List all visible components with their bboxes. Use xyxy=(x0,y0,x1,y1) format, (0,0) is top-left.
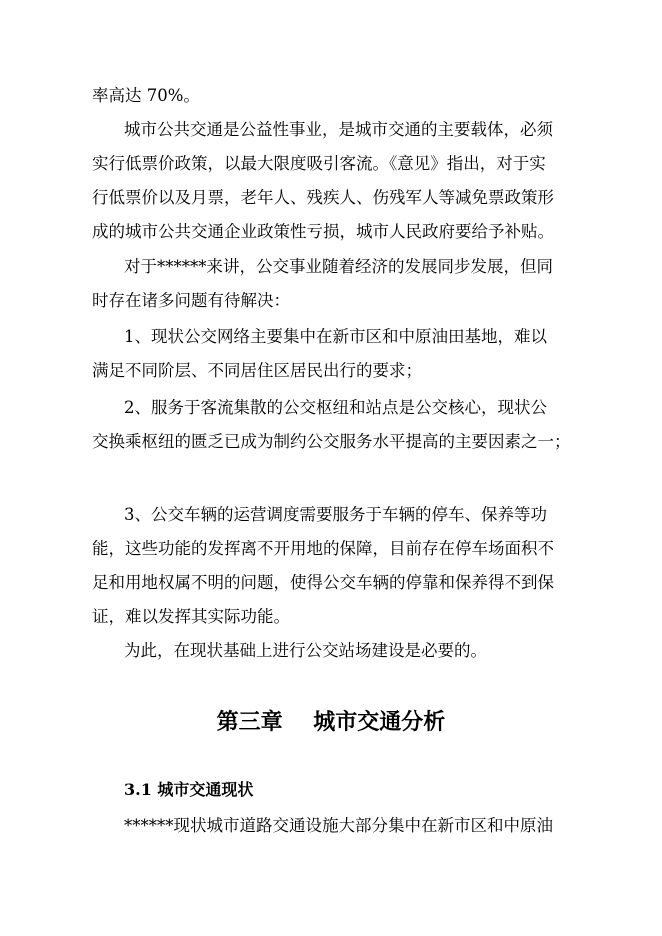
list-item-line: 3、公交车辆的运营调度需要服务于车辆的停车、保养等功 xyxy=(124,505,547,524)
paragraph-line: 行低票价以及月票，老年人、残疾人、伤残军人等减免票政策形 xyxy=(92,188,554,207)
paragraph-line: 为此，在现状基础上进行公交站场建设是必要的。 xyxy=(124,641,487,660)
section-heading: 3.1 城市交通现状 xyxy=(124,780,254,799)
paragraph-line: 对于******来讲，公交事业随着经济的发展同步发展，但同 xyxy=(124,257,553,276)
paragraph-line: ******现状城市道路交通设施大部分集中在新市区和中原油 xyxy=(124,816,553,835)
paragraph-line: 城市公共交通是公益性事业，是城市交通的主要载体，必须 xyxy=(124,120,553,139)
list-item-line: 2、服务于客流集散的公交枢纽和站点是公交核心，现状公 xyxy=(124,398,547,417)
paragraph-line: 实行低票价政策，以最大限度吸引客流。《意见》指出，对于实 xyxy=(92,154,546,173)
list-item-line: 证，难以发挥其实际功能。 xyxy=(92,607,290,626)
list-item-line: 足和用地权属不明的问题，使得公交车辆的停靠和保养得不到保 xyxy=(92,573,554,592)
list-item-line: 满足不同阶层、不同居住区居民出行的要求； xyxy=(92,361,422,380)
paragraph-line: 时存在诸多问题有待解决： xyxy=(92,291,290,310)
paragraph-line: 成的城市公共交通企业政策性亏损，城市人民政府要给予补贴。 xyxy=(92,222,554,241)
paragraph-line: 率高达 70%。 xyxy=(92,86,200,105)
list-item-line: 能，这些功能的发挥离不开用地的保障，目前存在停车场面积不 xyxy=(92,539,554,558)
chapter-heading: 第三章 城市交通分析 xyxy=(216,709,446,735)
list-item-line: 1、现状公交网络主要集中在新市区和中原油田基地，难以 xyxy=(124,327,547,346)
list-item-line: 交换乘枢纽的匮乏已成为制约公交服务水平提高的主要因素之一； xyxy=(92,432,571,451)
